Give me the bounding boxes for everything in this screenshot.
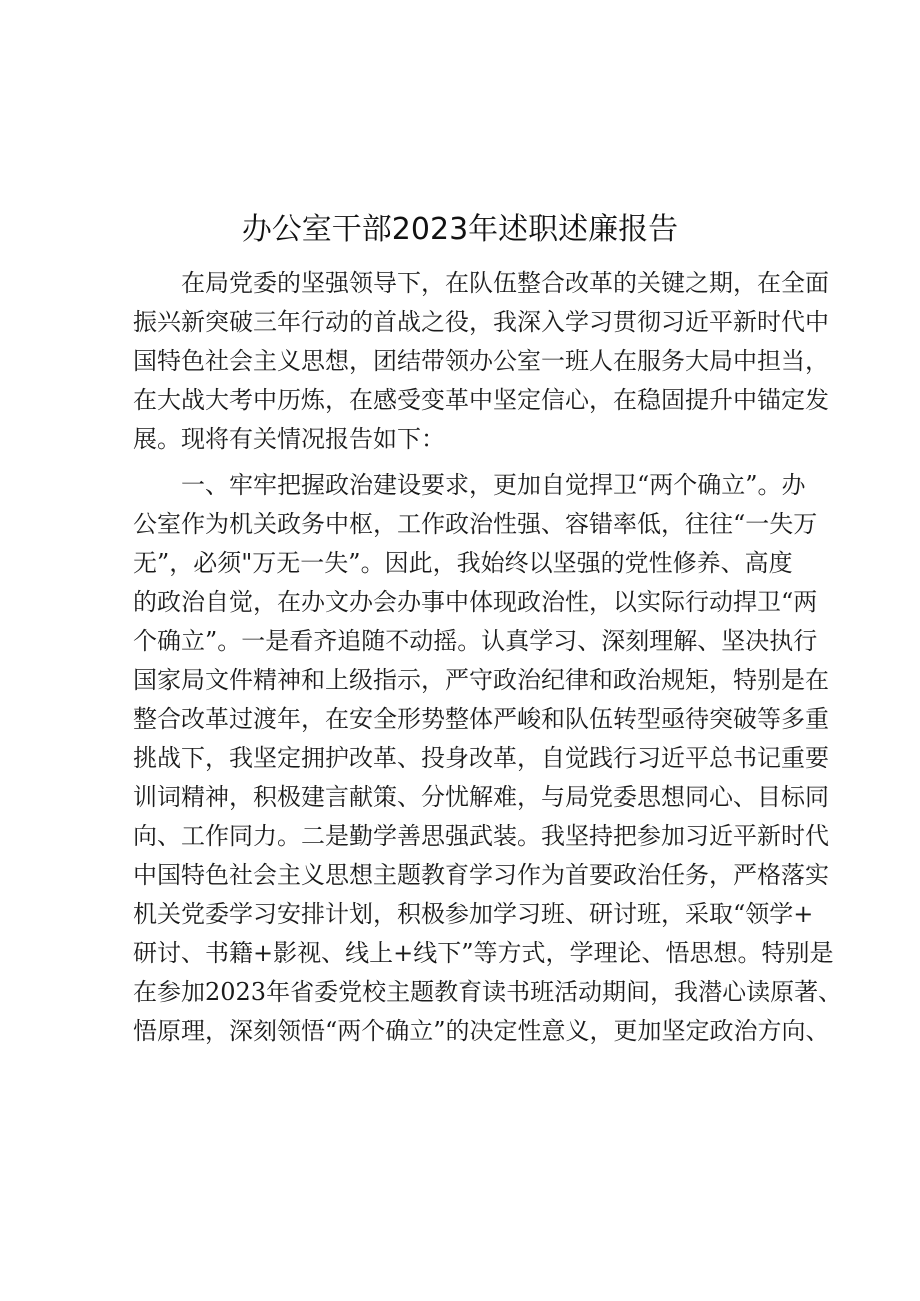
paragraph-2-line: 挑战下，我坚定拥护改革、投身改革，自觉践行习近平总书记重要 — [133, 744, 829, 772]
paragraph-2-line: 中国特色社会主义思想主题教育学习作为首要政治任务，严格落实 — [133, 861, 829, 889]
document-body — [133, 264, 843, 1051]
paragraph-2-line: 的政治自觉，在办文办会办事中体现政治性，以实际行动捍卫“两 — [133, 588, 818, 616]
paragraph-1-line: 国特色社会主义思想，团结带领办公室一班人在服务大局中担当， — [133, 347, 829, 375]
paragraph-2-line: 机关党委学习安排计划，积极参加学习班、研讨班，采取“领学+ — [133, 900, 814, 928]
paragraph-2-line: 无”，必须"万无一失”。因此，我始终以坚强的党性修养、高度 — [133, 549, 793, 577]
paragraph-1-line: 在局党委的坚强领导下，在队伍整合改革的关键之期，在全面 — [181, 269, 829, 297]
paragraph-1-line: 展。现将有关情况报告如下： — [133, 425, 445, 453]
paragraph-2-line: 研讨、书籍+影视、线上+线下”等方式，学理论、悟思想。特别是 — [133, 939, 834, 967]
paragraph-2-line: 一、牢牢把握政治建设要求，更加自觉捍卫“两个确立”。办 — [181, 471, 806, 499]
paragraph-2-line: 悟原理，深刻领悟“两个确立”的决定性意义，更加坚定政治方向、 — [133, 1017, 830, 1045]
paragraph-1-line: 振兴新突破三年行动的首战之役，我深入学习贯彻习近平新时代中 — [133, 308, 829, 336]
paragraph-gap — [133, 459, 799, 466]
paragraph-2-line: 个确立”。一是看齐追随不动摇。认真学习、深刻理解、坚决执行 — [133, 627, 818, 655]
paragraph-2-line: 整合改革过渡年，在安全形势整体严峻和队伍转型亟待突破等多重 — [133, 705, 829, 733]
paragraph-2-line: 在参加2023年省委党校主题教育读书班活动期间，我潜心读原著、 — [133, 978, 843, 1006]
document-title: 办公室干部2023年述职述廉报告 — [241, 212, 679, 247]
paragraph-1-line: 在大战大考中历炼，在感受变革中坚定信心，在稳固提升中锚定发 — [133, 386, 829, 414]
paragraph-2-line: 公室作为机关政务中枢，工作政治性强、容错率低，往往“一失万 — [133, 510, 818, 538]
paragraph-2-line: 国家局文件精神和上级指示，严守政治纪律和政治规矩，特别是在 — [133, 666, 829, 694]
paragraph-2-line: 向、工作同力。二是勤学善思强武装。我坚持把参加习近平新时代 — [133, 822, 829, 850]
paragraph-2-line: 训词精神，积极建言献策、分忧解难，与局党委思想同心、目标同 — [133, 783, 829, 811]
